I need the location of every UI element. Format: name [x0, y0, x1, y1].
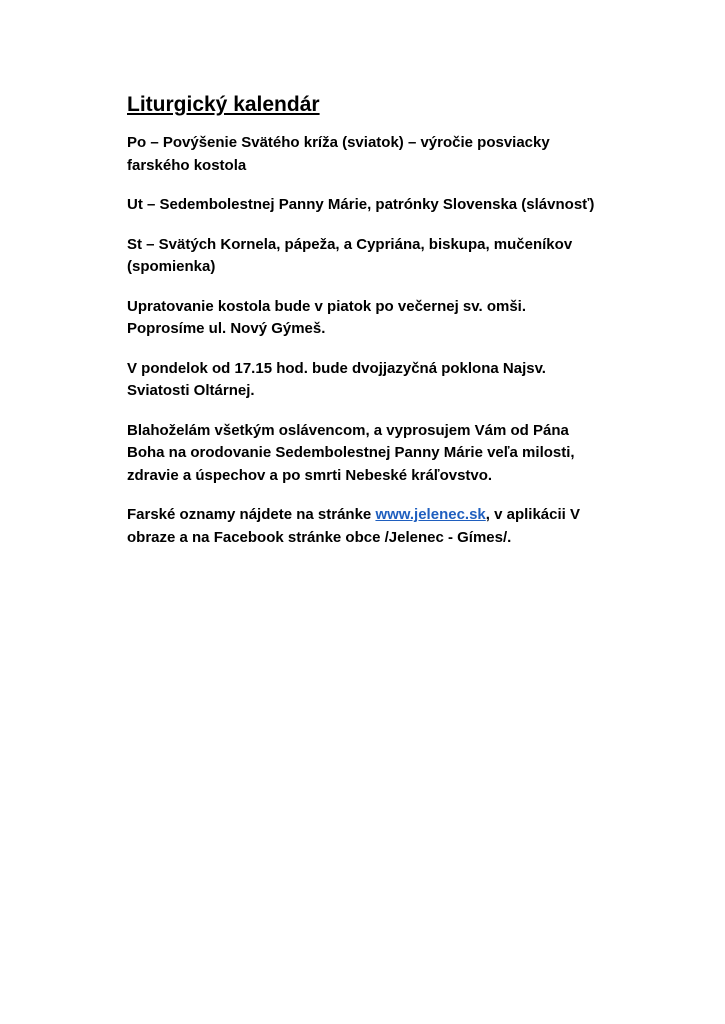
website-link[interactable]: www.jelenec.sk [375, 506, 486, 523]
paragraph-monday: Po – Povýšenie Svätého kríža (sviatok) – výročie posviacky farského kostola [127, 134, 550, 174]
paragraph-cleaning: Upratovanie kostola bude v piatok po večernej sv. omši. Poprosíme ul. Nový Gýmeš. [127, 297, 527, 337]
paragraph-tuesday: Ut – Sedembolestnej Panny Márie, patrónky Slovenska (slávnosť) [127, 196, 595, 213]
document-title: Liturgický kalendár [127, 93, 320, 116]
paragraph-wednesday: St – Svätých Kornela, pápeža, a Cypriána, biskupa, mučeníkov (spomienka) [127, 235, 573, 275]
document-page [127, 90, 607, 566]
paragraph-congratulations: Blahoželám všetkým oslávencom, a vyprosujem Vám od Pána Boha na orodovanie Sedembolestnej Panny Márie veľa milosti, zdravie a úspechov a po smrti Nebeské kráľovstvo. [127, 421, 575, 484]
announcements-text-after: , v aplikácii V obraze a na Facebook stránke obce /Jelenec - Gímes/. [127, 506, 580, 546]
paragraph-announcements [127, 504, 607, 549]
paragraph-adoration: V pondelok od 17.15 hod. bude dvojjazyčná poklona Najsv. Sviatosti Oltárnej. [127, 359, 546, 399]
announcements-text-before: Farské oznamy nájdete na stránke [127, 506, 376, 523]
